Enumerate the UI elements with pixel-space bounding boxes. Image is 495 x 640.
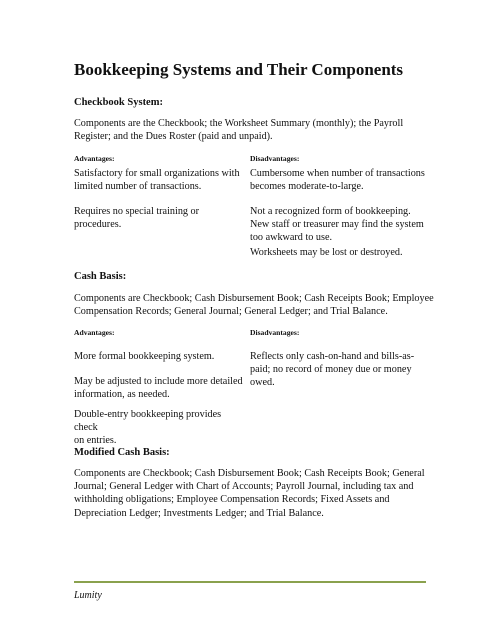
checkbook-heading: Checkbook System: xyxy=(74,97,163,108)
cash-components-line-2: Compensation Records; General Journal; General Ledger; and Trial Balance. xyxy=(74,306,388,318)
text-line: Depreciation Ledger; Investments Ledger; and Trial Balance. xyxy=(74,507,324,519)
footer-rule xyxy=(74,581,426,583)
cash-basis-components xyxy=(74,292,434,318)
text-line: limited number of transactions. xyxy=(74,181,202,193)
cash-advantage-2 xyxy=(74,375,246,401)
modified-cash-basis-components xyxy=(74,467,434,520)
text-line: Worksheets may be lost or destroyed. xyxy=(250,247,403,258)
text-line: becomes moderate-to-large. xyxy=(250,181,364,193)
checkbook-components xyxy=(74,117,434,143)
checkbook-disadvantage-2 xyxy=(250,205,430,245)
text-line: Requires no special training or procedures. xyxy=(74,206,200,231)
cash-advantage-1 xyxy=(74,350,246,363)
text-line: More formal bookkeeping system. xyxy=(74,351,215,362)
cash-components-line-1: Components are Checkbook; Cash Disbursement Book; Cash Receipts Book; Employee xyxy=(74,293,434,304)
cash-disadvantages-label: Disadvantages: xyxy=(250,328,300,337)
text-line: Satisfactory for small organizations with xyxy=(74,168,240,179)
text-line: Reflects only cash-on-hand and bills-as- xyxy=(250,351,415,362)
cash-disadvantage-1 xyxy=(250,350,430,390)
checkbook-advantage-2 xyxy=(74,205,246,231)
cash-advantages-label: Advantages: xyxy=(74,328,115,337)
checkbook-advantage-1 xyxy=(74,167,246,193)
text-line: owed. xyxy=(250,377,275,389)
cash-basis-heading: Cash Basis: xyxy=(74,271,127,282)
footer-brand: Lumity xyxy=(74,590,102,601)
checkbook-disadvantage-1 xyxy=(250,167,430,193)
text-line: too awkward to use. xyxy=(250,232,333,244)
text-line: paid; no record of money due or money xyxy=(250,364,412,376)
checkbook-components-line-2: Register; and the Dues Roster (paid and unpaid). xyxy=(74,131,273,143)
text-line: Not a recognized form of bookkeeping. xyxy=(250,206,411,217)
cash-advantage-3 xyxy=(74,408,246,448)
text-line: Journal; General Ledger with Chart of Accounts; Payroll Journal, including tax and xyxy=(74,481,414,493)
text-line: May be adjusted to include more detailed xyxy=(74,376,243,387)
text-line: New staff or treasurer may find the system xyxy=(250,219,424,231)
modified-cash-basis-heading: Modified Cash Basis: xyxy=(74,447,170,458)
text-line: Cumbersome when number of transactions xyxy=(250,168,425,179)
text-line: withholding obligations; Employee Compensation Records; Fixed Assets and xyxy=(74,494,390,506)
checkbook-disadvantage-3 xyxy=(250,246,430,259)
text-line: information, as needed. xyxy=(74,389,170,401)
text-line: on entries. xyxy=(74,435,117,447)
checkbook-components-line-1: Components are the Checkbook; the Worksheet Summary (monthly); the Payroll xyxy=(74,118,404,129)
checkbook-advantages-label: Advantages: xyxy=(74,154,115,163)
checkbook-disadvantages-label: Disadvantages: xyxy=(250,154,300,163)
text-line: Double-entry bookkeeping provides check xyxy=(74,409,222,434)
text-line: Components are Checkbook; Cash Disbursement Book; Cash Receipts Book; General xyxy=(74,468,425,479)
page-title: Bookkeeping Systems and Their Components xyxy=(74,60,404,79)
